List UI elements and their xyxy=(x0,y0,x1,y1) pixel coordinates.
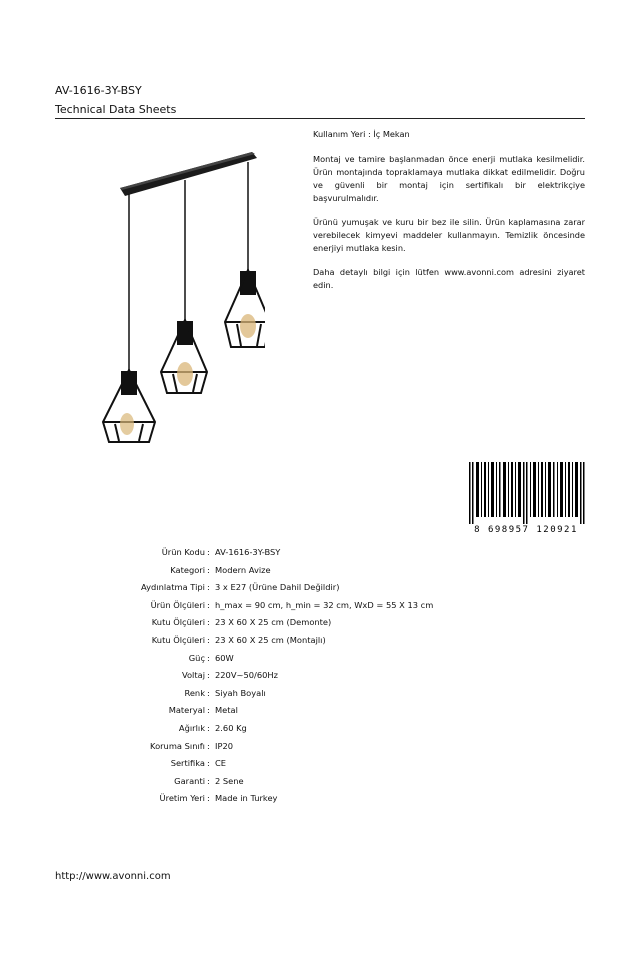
spec-row xyxy=(0,774,640,788)
spec-colon: : xyxy=(207,564,210,575)
spec-row xyxy=(0,739,640,753)
spec-row xyxy=(0,721,640,735)
spec-value: CE xyxy=(215,758,227,769)
spec-colon: : xyxy=(207,652,210,663)
header-divider xyxy=(55,118,585,119)
ean-barcode xyxy=(466,462,586,534)
spec-label: Kutu Ölçüleri xyxy=(151,635,205,645)
spec-value: Made in Turkey xyxy=(215,793,278,804)
spec-row xyxy=(0,686,640,700)
info-block xyxy=(313,128,585,303)
spec-row xyxy=(0,615,640,629)
spec-value: 2 Sene xyxy=(215,775,244,786)
spec-row xyxy=(0,545,640,559)
spec-value: h_max = 90 cm, h_min = 32 cm, WxD = 55 X 13 cm xyxy=(215,599,434,610)
spec-value: Modern Avize xyxy=(215,564,271,575)
spec-row xyxy=(0,756,640,770)
spec-label: Güç xyxy=(188,652,205,663)
spec-label: Garanti xyxy=(174,775,205,786)
spec-value: 23 X 60 X 25 cm (Demonte) xyxy=(215,617,332,628)
spec-row xyxy=(0,563,640,577)
spec-row xyxy=(0,633,640,647)
spec-label: Voltaj xyxy=(181,670,205,681)
spec-colon: : xyxy=(207,547,210,557)
spec-colon: : xyxy=(207,793,210,804)
spec-value: 2.60 Kg xyxy=(215,723,247,733)
spec-colon: : xyxy=(207,775,210,786)
spec-colon: : xyxy=(207,582,210,593)
spec-value: IP20 xyxy=(215,740,234,751)
spec-value: 60W xyxy=(215,652,234,663)
spec-row xyxy=(0,651,640,665)
spec-value: 220V~50/60Hz xyxy=(215,670,278,681)
spec-label: Renk xyxy=(184,687,205,698)
spec-colon: : xyxy=(207,758,210,769)
document-subtitle: Technical Data Sheets xyxy=(55,103,177,116)
spec-colon: : xyxy=(207,635,210,645)
spec-label: Koruma Sınıfı xyxy=(150,740,205,751)
spec-row xyxy=(0,668,640,682)
website-paragraph: Daha detaylı bilgi için lütfen www.avonni.com adresini ziyaret edin. xyxy=(313,267,585,290)
spec-label: Ürün Kodu xyxy=(161,547,205,557)
footer-url: http://www.avonni.com xyxy=(55,871,171,882)
spec-row xyxy=(0,598,640,612)
spec-value: 23 X 60 X 25 cm (Montajlı) xyxy=(215,635,326,645)
spec-row xyxy=(0,791,640,805)
spec-label: Materyal xyxy=(168,705,205,716)
spec-value: Siyah Boyalı xyxy=(215,687,266,698)
spec-colon: : xyxy=(207,670,210,681)
spec-colon: : xyxy=(207,740,210,751)
safety-paragraph: Montaj ve tamire başlanmadan önce enerji mutlaka kesilmelidir. Ürün montajında topraklamaya mutlaka dikkat edilmelidir. Doğru ve güvenli bir montaj için sertifikalı bir elektrikçiye başvurulmalıdır. xyxy=(313,154,585,203)
spec-value: Metal xyxy=(215,705,238,716)
spec-colon: : xyxy=(207,705,210,716)
spec-colon: : xyxy=(207,687,210,698)
spec-value: AV-1616-3Y-BSY xyxy=(215,547,281,557)
spec-colon: : xyxy=(207,617,210,628)
spec-label: Kategori xyxy=(170,564,205,575)
spec-label: Sertifika xyxy=(170,758,205,769)
spec-label: Ağırlık xyxy=(178,723,205,733)
usage-line: Kullanım Yeri : İç Mekan xyxy=(313,129,410,139)
pendant-lamp-image xyxy=(95,150,265,445)
spec-label: Kutu Ölçüleri xyxy=(151,617,205,628)
spec-colon: : xyxy=(207,599,210,610)
spec-label: Üretim Yeri xyxy=(159,793,205,804)
barcode-digits: 8 698957 120921 xyxy=(474,525,578,534)
spec-colon: : xyxy=(207,723,210,733)
care-paragraph: Ürünü yumuşak ve kuru bir bez ile silin. Ürün kaplamasına zarar verebilecek kimyevi maddeler kullanmayın. Temizlik öncesinde enerjiyi mutlaka kesin. xyxy=(313,217,585,253)
spec-value: 3 x E27 (Ürüne Dahil Değildir) xyxy=(215,582,340,593)
spec-row xyxy=(0,703,640,717)
spec-label: Ürün Ölçüleri xyxy=(150,599,205,610)
spec-label: Aydınlatma Tipi xyxy=(141,582,205,593)
product-code-title: AV-1616-3Y-BSY xyxy=(55,84,142,97)
spec-row xyxy=(0,580,640,594)
